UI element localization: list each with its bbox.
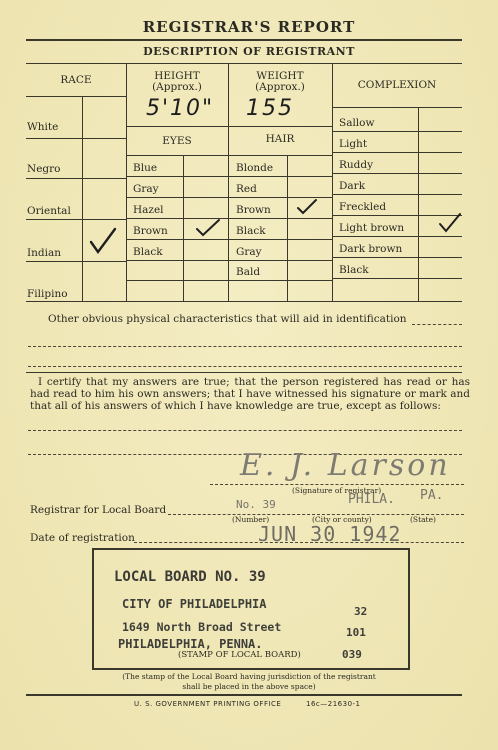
title-rule <box>26 39 462 41</box>
table-divider-hair-complexion <box>332 63 333 301</box>
complexion-dark: Dark <box>339 180 366 192</box>
registrar-signature: E. J. Larson <box>240 448 451 483</box>
board-state-stamp: PA. <box>420 488 444 503</box>
eyes-hazel: Hazel <box>133 204 164 216</box>
footer-rule <box>26 694 462 696</box>
stamp-city-state: PHILADELPHIA, PENNA. <box>118 637 263 651</box>
complexion-rule <box>332 173 462 174</box>
board-city-stamp: PHILA. <box>348 492 395 507</box>
hair-rule <box>228 176 332 177</box>
race-header: RACE <box>60 74 92 86</box>
eyes-rule <box>126 260 228 261</box>
hair-gray: Gray <box>236 246 262 258</box>
registrar-local-board-label: Registrar for Local Board <box>30 504 167 516</box>
stamp-note-line1: (The stamp of the Local Board having jurisdiction of the registrant <box>122 672 376 681</box>
complexion-rule <box>332 236 462 237</box>
race-header-rule <box>26 96 126 97</box>
certification-text: I certify that my answers are true; that the person registered has read or has had read to him his own answers; that I have witnessed his signature or mark and that all of his answers of which I have knowledge are true, except as follows: <box>30 376 470 412</box>
weight-header: WEIGHT <box>256 70 304 82</box>
table-bottom-border <box>26 301 462 302</box>
section-rule <box>26 372 462 373</box>
complexion-freckled: Freckled <box>339 201 387 213</box>
complexion-light: Light <box>339 138 368 150</box>
complexion-rule <box>332 257 462 258</box>
complexion-sallow: Sallow <box>339 117 375 129</box>
height-approx: (Approx.) <box>152 81 202 93</box>
stamp-number-3: 039 <box>342 648 362 661</box>
complexion-ruddy: Ruddy <box>339 159 374 171</box>
hair-brown: Brown <box>236 204 271 216</box>
footer-printer: U. S. GOVERNMENT PRINTING OFFICE <box>134 700 282 708</box>
race-rule <box>26 138 126 139</box>
stamp-number-2: 101 <box>346 626 366 639</box>
footer-code: 16c—21630-1 <box>306 700 361 708</box>
stamp-caption: (STAMP OF LOCAL BOARD) <box>178 650 301 660</box>
hair-rule <box>228 239 332 240</box>
fill-line <box>28 346 462 347</box>
complexion-rule <box>332 194 462 195</box>
measure-rule <box>126 126 332 127</box>
eyes-brown: Brown <box>133 225 168 237</box>
stamp-number-1: 32 <box>354 605 368 618</box>
eyes-brown-checkmark-icon <box>195 218 221 238</box>
hair-red: Red <box>236 183 257 195</box>
eyes-rule <box>126 197 228 198</box>
hair-brown-checkmark-icon <box>296 198 318 216</box>
eyes-rule <box>126 176 228 177</box>
race-negro: Negro <box>27 163 61 175</box>
weight-value: 155 <box>246 96 294 121</box>
eyes-rule <box>126 239 228 240</box>
complexion-rule <box>332 131 462 132</box>
stamp-board-name: LOCAL BOARD NO. 39 <box>114 569 266 585</box>
other-characteristics-label: Other obvious physical characteristics that will aid in identification <box>48 313 407 325</box>
section-subtitle: DESCRIPTION OF REGISTRANT <box>143 45 355 58</box>
complexion-dark-brown: Dark brown <box>339 243 403 255</box>
complexion-check-column <box>418 107 419 301</box>
stamp-note-line2: shall be placed in the above space) <box>182 682 316 691</box>
board-number-stamp: No. 39 <box>236 498 276 511</box>
state-caption: (State) <box>410 515 436 524</box>
race-indian: Indian <box>27 247 62 259</box>
hair-rule <box>228 260 332 261</box>
signature-caption: (Signature of registrar) <box>292 486 382 495</box>
stamp-city: CITY OF PHILADELPHIA <box>122 597 267 611</box>
weight-approx: (Approx.) <box>255 81 305 93</box>
table-divider-race <box>126 63 127 301</box>
city-caption: (City or county) <box>312 515 372 524</box>
race-rule <box>26 178 126 179</box>
race-check-column <box>82 96 83 301</box>
height-header: HEIGHT <box>154 70 200 82</box>
eyes-header: EYES <box>162 135 192 147</box>
complexion-light-brown: Light brown <box>339 222 405 234</box>
number-caption: (Number) <box>232 515 270 524</box>
hair-bald: Bald <box>236 266 261 278</box>
complexion-black: Black <box>339 264 369 276</box>
table-top-border <box>26 63 462 64</box>
table-divider-eyes-hair <box>228 63 229 301</box>
page-title: REGISTRAR'S REPORT <box>142 18 356 36</box>
eyes-hair-header-rule <box>126 155 332 156</box>
complexion-header: COMPLEXION <box>357 79 437 91</box>
eyes-blue: Blue <box>133 162 158 174</box>
signature-line <box>210 484 464 485</box>
race-oriental: Oriental <box>27 205 71 217</box>
race-white: White <box>27 121 59 133</box>
complexion-header-rule <box>332 107 462 108</box>
stamp-address: 1649 North Broad Street <box>122 620 282 634</box>
eyes-rule <box>126 280 228 281</box>
race-indian-checkmark-icon <box>88 226 118 256</box>
hair-blonde: Blonde <box>236 162 274 174</box>
complexion-rule <box>332 278 462 279</box>
fill-line <box>412 324 462 325</box>
eyes-black: Black <box>133 246 163 258</box>
registration-date-stamp: JUN 30 1942 <box>258 522 402 546</box>
hair-rule <box>228 280 332 281</box>
hair-rule <box>228 218 332 219</box>
complexion-rule <box>332 152 462 153</box>
complexion-light-brown-checkmark-icon <box>438 212 462 234</box>
fill-line <box>28 430 462 431</box>
eyes-gray: Gray <box>133 183 159 195</box>
hair-black: Black <box>236 225 266 237</box>
race-filipino: Filipino <box>27 288 68 300</box>
hair-header: HAIR <box>265 133 295 145</box>
height-value: 5'10" <box>146 96 215 121</box>
race-rule <box>26 261 126 262</box>
fill-line <box>28 366 462 367</box>
date-of-registration-label: Date of registration <box>30 532 135 544</box>
race-rule <box>26 219 126 220</box>
